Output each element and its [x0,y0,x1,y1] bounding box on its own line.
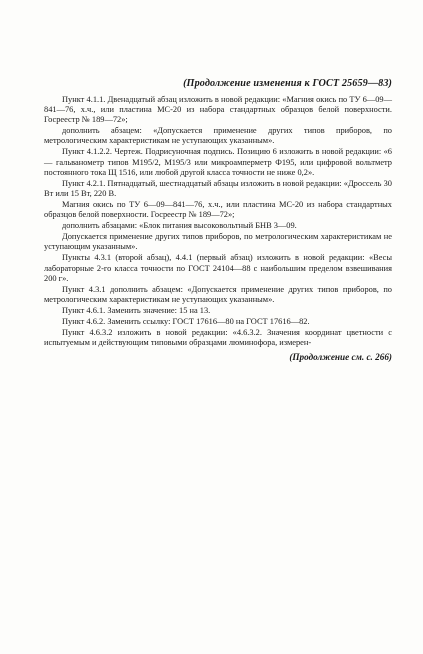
continuation-header: (Продолжение изменения к ГОСТ 25659—83) [183,78,392,89]
paragraph-4-2-1-allowance: Допускается применение других типов приборов, по метрологическим характеристикам не уступающим указанным». [44,232,392,252]
paragraph-4-1-2-2: Пункт 4.1.2.2. Чертеж. Подрисуночная подпись. Позицию 6 изложить в новой редакции: «6 — гальванометр типов М195/2, М195/3 или микроамперметр Ф195, или цифровой вольтметр постоянного тока Щ 1516, или любой другой класса точности не ниже 0,2». [44,147,392,177]
paragraph-4-2-1-magnesium: Магния окись по ТУ 6—09—841—76, х.ч., или пластина МС-20 из набора стандартных образцов белой поверхности. Госреестр № 189—72»; [44,199,392,220]
document-body [44,95,392,349]
paragraph-4-3-1-4-4-1: Пункты 4.3.1 (второй абзац), 4.4.1 (первый абзац) изложить в новой редакции: «Весы лабораторные 2-го класса точности по ГОСТ 24104—88 с наибольшим пределом взвешивания 200 г». [44,253,392,283]
paragraph-4-1-1-addition: дополнить абзацем: «Допускается применение других типов приборов, по метрологическим характеристикам не уступающих указанным». [44,126,392,146]
paragraph-4-6-3-2: Пункт 4.6.3.2 изложить в новой редакции: «4.6.3.2. Значения координат цветности с испытуемым и действующим типовыми образцами люминофора, измерен- [44,328,392,348]
paragraph-4-6-2: Пункт 4.6.2. Заменить ссылку: ГОСТ 17616—80 на ГОСТ 17616—82. [62,316,310,326]
paragraph-4-2-1: Пункт 4.2.1. Пятнадцатый, шестнадцатый абзацы изложить в новой редакции: «Дроссель 30 Вт или 15 Вт, 220 В. [44,178,392,198]
paragraph-4-3-1-addition: Пункт 4.3.1 дополнить абзацем: «Допускается применение других типов приборов, по метрологическим характеристикам не уступающих указанным». [44,284,392,304]
paragraph-4-1-1: Пункт 4.1.1. Двенадцатый абзац изложить в новой редакции: «Магния окись по ТУ 6—09—841—76, х.ч., или пластина МС-20 из набора стандартных образцов белой поверхности. Госреестр № 189—72»; [44,95,392,125]
paragraph-4-6-1: Пункт 4.6.1. Заменить значение: 15 на 13. [62,305,211,315]
paragraph-4-2-1-addition: дополнить абзацами: «Блок питания высоковольтный БНВ 3—09. [62,221,297,231]
continuation-footer: (Продолжение см. с. 266) [289,352,392,362]
